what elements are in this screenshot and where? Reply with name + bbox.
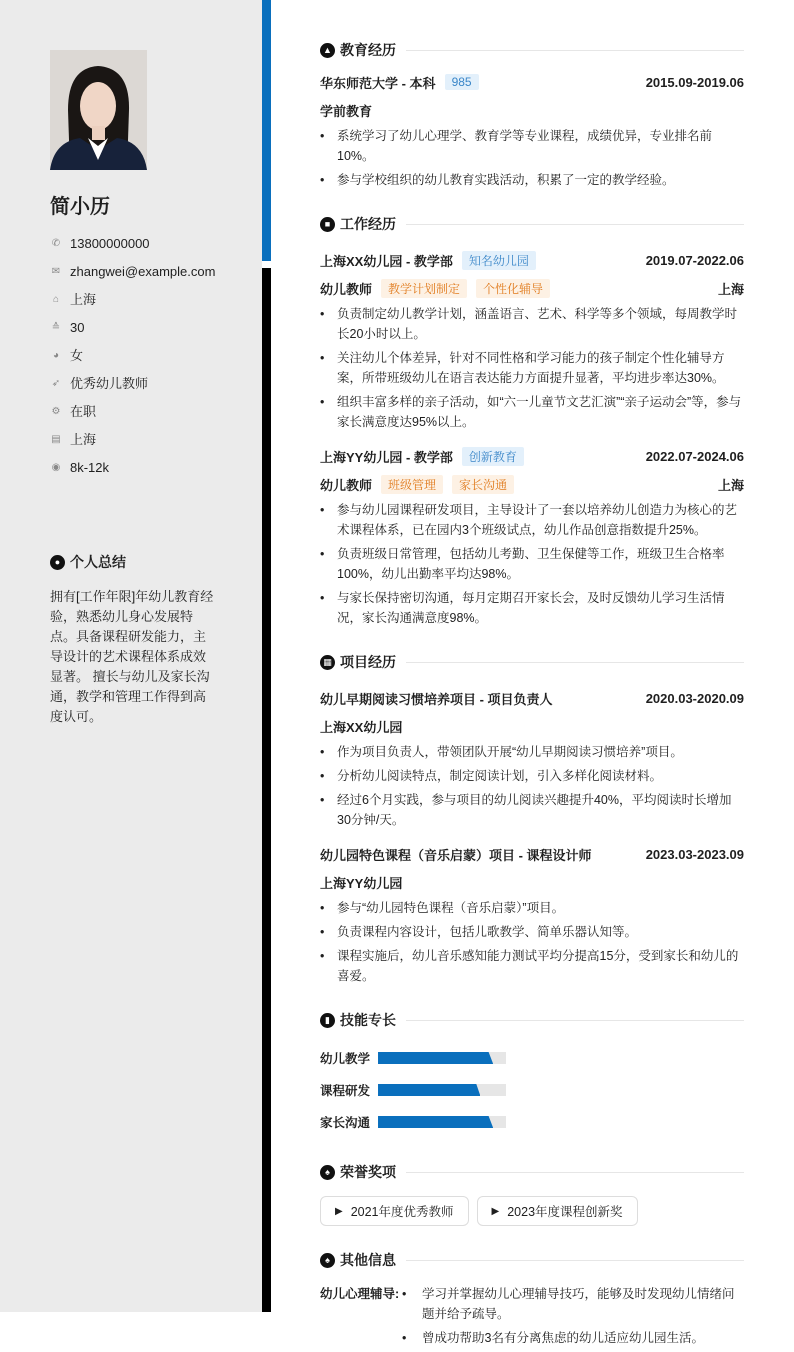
contact-item [50,398,215,426]
skill-bar [378,1052,506,1064]
city: 上海 [717,281,744,297]
section-title: 项目经历 [340,654,396,670]
skill-name: 家长沟通 [320,1116,371,1130]
contact-item [50,286,215,314]
section-title: 教育经历 [340,42,396,58]
other-label: 幼儿心理辅导: [320,1287,400,1301]
summary-heading [50,552,126,572]
contact-value: 女 [70,348,84,363]
award-badge [320,1196,469,1226]
role: 幼儿教师 [320,281,373,297]
contact-value: 上海 [70,432,97,447]
date-range: 2023.03-2023.09 [645,846,744,862]
list-item: • 与家长保持密切沟通，每月定期召开家长会，及时反馈幼儿学习生活情况，家长沟通满意度98%。 [320,588,744,628]
section-skills [320,1008,744,1032]
accent-strip [262,0,271,261]
award-name: 2021年度优秀教师 [350,1205,454,1219]
play-icon: ▶ [491,1205,500,1217]
skill-tag: 教学计划制定 [381,279,467,298]
date-range: 2022.07-2024.06 [645,448,744,464]
list-item: • 参与幼儿园课程研发项目，主导设计了一套以培养幼儿创造力为核心的艺术课程体系，已在园内3个班级试点，幼儿作品创意指数提升25%。 [320,500,744,540]
summary-title: 个人总结 [70,554,126,570]
contact-item [50,258,215,286]
skill-tag: 班级管理 [381,475,443,494]
main-content [320,38,744,1352]
skill-bar-fill [378,1084,480,1096]
role: 幼儿教师 [320,477,373,493]
bullet-list [320,304,744,432]
candidate-name: 简小历 [50,196,110,218]
project-name: 幼儿早期阅读习惯培养项目 - 项目负责人 [320,691,553,707]
section-title: 工作经历 [340,216,396,232]
company: 上海XX幼儿园 - 教学部 [320,253,453,269]
contact-value: zhangwei@example.com [70,264,216,279]
major: 学前教育 [320,103,373,119]
list-item: • 曾成功帮助3名有分离焦虑的幼儿适应幼儿园生活。 [402,1328,744,1348]
section-title: 荣誉奖项 [340,1164,396,1180]
mail-icon: ✉ [51,266,61,277]
award-icon: ♠ [320,1165,335,1180]
building-icon: ▤ [51,434,61,445]
contact-item [50,230,215,258]
home-icon: ⌂ [52,294,60,305]
contact-item [50,342,215,370]
contact-value: 13800000000 [70,236,150,251]
contact-list [50,230,215,482]
contact-value: 在职 [70,404,97,419]
section-work [320,212,744,236]
list-item: • 负责课程内容设计，包括儿歌教学、简单乐器认知等。 [320,922,744,942]
skill-item [320,1106,538,1138]
grid-icon: ▦ [320,655,335,670]
skill-name: 幼儿教学 [320,1052,371,1066]
project-entry [320,684,744,830]
play-icon: ▶ [335,1205,343,1217]
company: 上海YY幼儿园 - 教学部 [320,449,453,465]
gender-icon: ◕ [52,350,60,361]
project-org: 上海XX幼儿园 [320,719,403,735]
summary-text: 拥有[工作年限]年幼儿教育经验，熟悉幼儿身心发展特点。具备课程研发能力，主导设计的艺术课程体系成效显著。 擅长与幼儿及家长沟通，教学和管理工作得到高度认可。 [50,589,214,724]
contact-value: 上海 [70,292,97,307]
award-name: 2023年度课程创新奖 [507,1205,623,1219]
award-badge [477,1196,638,1226]
project-name: 幼儿园特色课程（音乐启蒙）项目 - 课程设计师 [320,847,592,863]
contact-item [50,370,215,398]
work-entry [320,246,744,432]
list-item: • 组织丰富多样的亲子活动，如“六一儿童节文艺汇演”“亲子运动会”等，参与家长满意度达95%以上。 [320,392,744,432]
user-icon: ● [50,555,65,570]
list-item: • 课程实施后，幼儿音乐感知能力测试平均分提高15分，受到家长和幼儿的喜爱。 [320,946,744,986]
section-education [320,38,744,62]
list-item: • 作为项目负责人，带领团队开展“幼儿早期阅读习惯培养”项目。 [320,742,744,762]
list-item: • 分析幼儿阅读特点，制定阅读计划，引入多样化阅读材料。 [320,766,744,786]
school-name: 华东师范大学 - 本科 [320,75,436,91]
company-tag: 创新教育 [462,447,524,466]
skill-tag: 个性化辅导 [476,279,550,298]
list-item: • 经过6个月实践，参与项目的幼儿阅读兴趣提升40%，平均阅读时长增加30分钟/天。 [320,790,744,830]
info-icon: ♠ [320,1253,335,1268]
cake-icon: ≙ [51,322,61,333]
list-item: • 负责制定幼儿教学计划，涵盖语言、艺术、科学等多个领域，每周教学时长20小时以上。 [320,304,744,344]
bullet-list [320,898,744,986]
city: 上海 [717,477,744,493]
company-tag: 知名幼儿园 [462,251,536,270]
list-item: • 参与“幼儿园特色课程（音乐启蒙）”项目。 [320,898,744,918]
list-item: • 系统学习了幼儿心理学、教育学等专业课程，成绩优异，专业排名前10%。 [320,126,744,166]
date-range: 2019.07-2022.06 [645,252,744,268]
money-icon: ◉ [51,462,61,473]
contact-item [50,314,215,342]
section-title: 技能专长 [340,1012,396,1028]
skill-item [320,1042,538,1074]
list-item: • 负责班级日常管理，包括幼儿考勤、卫生保健等工作，班级卫生合格率100%，幼儿出勤率平均达98%。 [320,544,744,584]
graduation-cap-icon: ▲ [320,43,335,58]
section-other [320,1248,744,1272]
education-bullets [320,126,744,190]
project-entry [320,840,744,986]
contact-value: 8k-12k [70,460,110,475]
date-range: 2015.09-2019.06 [645,74,744,90]
chart-icon: ▮ [320,1013,335,1028]
skill-tag: 家长沟通 [452,475,514,494]
bullet-list [320,500,744,628]
list-item: • 参与学校组织的幼儿教育实践活动，积累了一定的教学经验。 [320,170,744,190]
section-honors [320,1160,744,1184]
list-item: • 关注幼儿个体差异，针对不同性格和学习能力的孩子制定个性化辅导方案，所带班级幼儿在语言表达能力方面提升显著，平均进步率达30%。 [320,348,744,388]
work-entry [320,442,744,628]
skill-bar-fill [378,1116,493,1128]
list-item: • 学习并掌握幼儿心理辅导技巧，能够及时发现幼儿情绪问题并给予疏导。 [402,1284,744,1324]
gear-icon: ⚙ [51,406,61,417]
skill-bar [378,1084,506,1096]
skill-bar-fill [378,1052,493,1064]
send-icon: ➶ [51,378,61,389]
contact-value: 30 [70,320,85,335]
section-title: 其他信息 [340,1252,396,1268]
section-projects [320,650,744,674]
divider-strip [262,268,271,1312]
contact-value: 优秀幼儿教师 [70,376,149,391]
contact-item [50,426,215,454]
bullet-list [320,742,744,830]
briefcase-icon: ■ [320,217,335,232]
contact-item [50,454,215,482]
school-tag: 985 [445,74,479,90]
skill-name: 课程研发 [320,1084,371,1098]
skill-item [320,1074,538,1106]
skill-bar [378,1116,506,1128]
phone-icon: ✆ [51,238,61,249]
project-org: 上海YY幼儿园 [320,875,403,891]
avatar [50,50,147,170]
date-range: 2020.03-2020.09 [645,690,744,706]
